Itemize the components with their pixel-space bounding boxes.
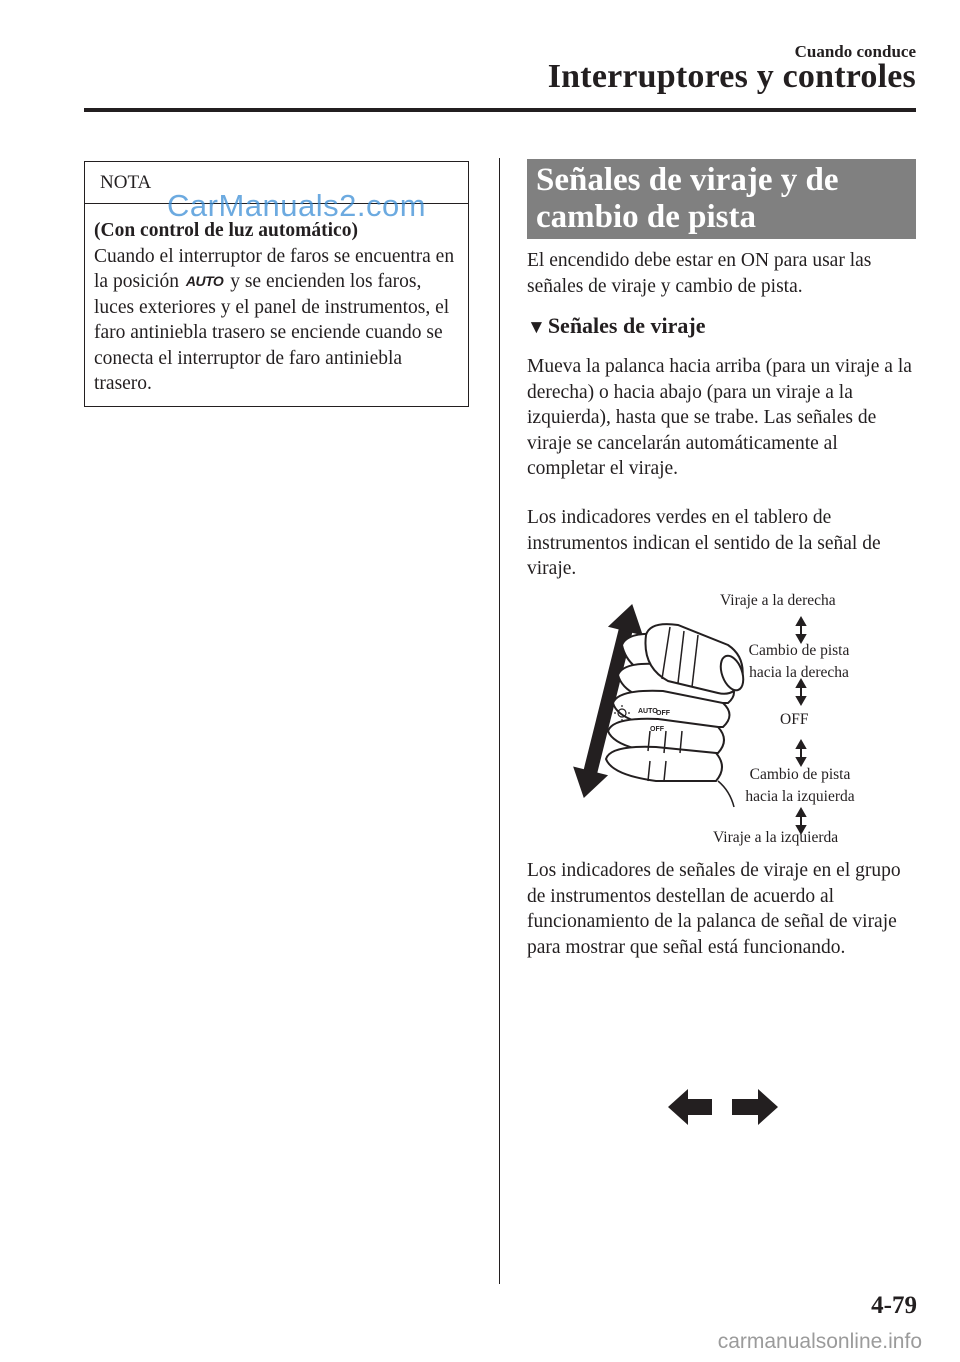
intro-paragraph: El encendido debe estar en ON para usar las señales de viraje y cambio de pista. (527, 250, 872, 297)
triangle-down-icon: ▼ (527, 317, 546, 338)
section-title: Señales de viraje y de cambio de pista (536, 162, 839, 235)
indicator-flash-paragraph: Los indicadores de señales de viraje en el grupo de instrumentos destellan de acuerdo al funcionamiento de la palanca de señal de viraje para mostrar que señal está funcionando. (527, 860, 901, 958)
lever-instructions-paragraph: Mueva la palanca hacia arriba (para un viraje a la derecha) o hacia abajo (para un viraje a la izquierda), hasta que se trabe. Las señales de viraje se cancelarán automáticamente al completar el viraje. (527, 356, 912, 479)
small-double-arrow-icon (797, 741, 805, 765)
note-box (84, 161, 469, 407)
label-off: OFF (780, 711, 809, 728)
label-lane-change-right-line2: hacia la derecha (749, 664, 849, 681)
label-lane-change-left-line2: hacia la izquierda (745, 788, 855, 805)
label-lane-change-right-line1: Cambio de pista (748, 642, 850, 659)
small-double-arrow-icon (797, 618, 805, 642)
page-number: 4-79 (871, 1292, 917, 1319)
label-lane-change-left-line1: Cambio de pista (749, 766, 851, 783)
watermark-logo: CarManuals2.com (167, 188, 427, 223)
sub-heading (527, 313, 705, 339)
arrow-right-icon (732, 1089, 778, 1125)
sub-heading-text: Señales de viraje (547, 313, 706, 338)
label-left-turn: Viraje a la izquierda (713, 829, 839, 846)
switch-mark-off-a: OFF (650, 726, 664, 733)
label-lane-change-left (728, 764, 872, 808)
note-label: NOTA (100, 172, 152, 193)
label-right-turn: Viraje a la derecha (720, 592, 836, 609)
section-banner (527, 159, 916, 239)
turn-indicator-arrows (668, 1089, 778, 1125)
switch-mark-auto: AUTO (638, 708, 658, 715)
note-subtitle: (Con control de luz automático) (94, 220, 358, 241)
lever-illustration (558, 585, 918, 850)
running-section-title: Cuando conduce (794, 42, 916, 61)
note-text-after-icon: y se encienden los faros, luces exteriores y el panel de instrumentos, el faro antiniebla trasero se enciende cuando se conecta el interruptor de faro antiniebla trasero. (94, 271, 450, 394)
label-lane-change-right (734, 640, 864, 684)
auto-icon: AUTO (185, 273, 224, 289)
arrow-left-icon (668, 1089, 712, 1125)
header-rule (84, 108, 916, 112)
note-body (94, 218, 464, 397)
switch-mark-off-b: OFF (656, 710, 670, 717)
turn-signal-lever-diagram (558, 585, 918, 850)
column-divider (499, 158, 500, 1284)
page-chapter-title: Interruptores y controles (547, 58, 916, 95)
green-indicator-paragraph: Los indicadores verdes en el tablero de instrumentos indican el sentido de la señal de viraje. (527, 507, 881, 579)
footer-watermark: carmanualsonline.info (717, 1330, 922, 1353)
note-text-before-icon: Cuando el interruptor de faros se encuentra en la posición (94, 245, 455, 292)
